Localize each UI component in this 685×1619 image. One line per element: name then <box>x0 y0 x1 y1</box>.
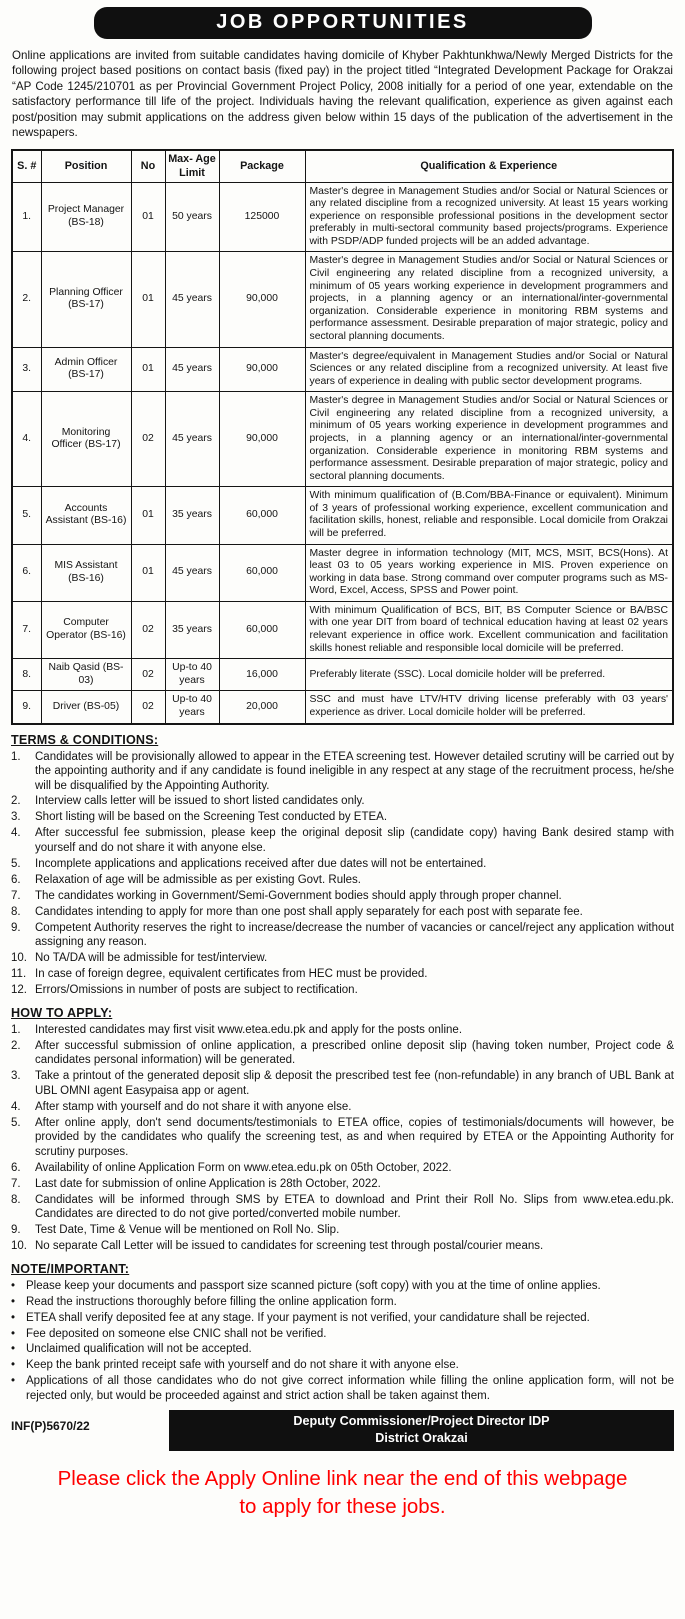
cell-count: 01 <box>131 252 165 347</box>
item-text: Please keep your documents and passport size scanned picture (soft copy) with you at the time of online applies. <box>26 1279 601 1292</box>
item-text: After successful submission of online application, a prescribed online deposit slip (having token number, Project code & candidates personal information) will be generated. <box>35 1039 674 1067</box>
item-text: Competent Authority reserves the right to increase/decrease the number of vacancies or cancel/reject any application without assigning any reason. <box>35 921 674 949</box>
cell-count: 01 <box>131 544 165 601</box>
item-text: Fee deposited on someone else CNIC shall not be verified. <box>26 1327 327 1340</box>
item-text: Interview calls letter will be issued to short listed candidates only. <box>35 795 365 808</box>
terms-list-item <box>11 873 674 887</box>
cell-package: 90,000 <box>219 252 305 347</box>
cell-qualification: Master's degree/equivalent in Management Studies and/or Social or Natural Sciences or any related discipline from a recognized university. At least five years of experience in dealing with public sector development programs. <box>305 347 673 392</box>
item-number: 10. <box>11 1240 27 1253</box>
header-row <box>12 150 673 182</box>
notes-list <box>11 1279 674 1404</box>
cell-qualification: With minimum qualification of (B.Com/BBA-Finance or equivalent). Minimum of 3 years of professional working experience, excellent communication and facilitation skills, honest, reliable and responsible. Local domicile from Orakzai will be preferred. <box>305 487 673 544</box>
item-text: Availability of online Application Form on www.etea.edu.pk on 05th October, 2022. <box>35 1161 452 1174</box>
item-number: 8. <box>11 1193 21 1206</box>
item-text: Candidates intending to apply for more than one post shall apply separately for each post with separate fee. <box>35 905 583 918</box>
item-text: Keep the bank printed receipt safe with yourself and do not share it with anyone else. <box>26 1359 459 1372</box>
terms-list-item <box>11 826 674 855</box>
item-text: Applications of all those candidates who do not give correct information while filling the online application form, will not be rejected only, but would be proceeded against and strict action shall be taken against them. <box>26 1375 674 1402</box>
cell-serial: 2. <box>12 252 41 347</box>
cell-age-limit: 45 years <box>165 392 219 487</box>
terms-list-item <box>11 889 674 903</box>
table-row <box>12 252 673 347</box>
how-to-apply-list-item <box>11 1239 674 1253</box>
cell-position: Monitoring Officer (BS-17) <box>41 392 131 487</box>
cell-count: 01 <box>131 347 165 392</box>
apply-online-note: Please click the Apply Online link near the end of this webpage to apply for these jobs. <box>57 1466 628 1518</box>
bullet-icon: • <box>11 1311 16 1324</box>
item-text: No separate Call Letter will be issued to candidates for screening test through postal/courier means. <box>35 1240 544 1253</box>
item-number: 5. <box>11 1116 21 1129</box>
item-number: 9. <box>11 1224 21 1237</box>
how-to-apply-list-item <box>11 1177 674 1191</box>
bullet-icon: • <box>11 1279 16 1292</box>
cell-count: 02 <box>131 659 165 691</box>
item-text: After stamp with yourself and do not share it with anyone else. <box>35 1100 352 1113</box>
item-number: 5. <box>11 857 21 870</box>
item-number: 6. <box>11 873 21 886</box>
item-text: The candidates working in Government/Semi-Government bodies should apply through proper channel. <box>35 889 562 902</box>
bullet-icon: • <box>11 1343 16 1356</box>
table-row <box>12 659 673 691</box>
item-text: Unclaimed qualification will not be accepted. <box>26 1343 252 1356</box>
cell-count: 02 <box>131 691 165 724</box>
cell-serial: 3. <box>12 347 41 392</box>
cell-serial: 1. <box>12 182 41 252</box>
cell-position: Planning Officer (BS-17) <box>41 252 131 347</box>
terms-list-item <box>11 794 674 808</box>
item-number: 2. <box>11 795 21 808</box>
column-header-count: No <box>131 150 165 182</box>
cell-qualification: SSC and must have LTV/HTV driving license preferably with 03 years' experience as driver. Local domicile holder will be preferred. <box>305 691 673 724</box>
note-list-item <box>11 1327 674 1341</box>
item-text: Errors/Omissions in number of posts are subject to rectification. <box>35 984 358 997</box>
item-text: Candidates will be provisionally allowed to appear in the ETEA screening test. However detailed scrutiny will be carried out by the appointing authority and if any candidate is found ineligible in any respect at any stage of the recruitment process, he/she will be disqualified by the Appointing Authority. <box>35 750 674 792</box>
note-list-item <box>11 1311 674 1325</box>
item-text: In case of foreign degree, equivalent certificates from HEC must be provided. <box>35 968 428 981</box>
table-row <box>12 487 673 544</box>
item-number: 4. <box>11 827 21 840</box>
cell-package: 90,000 <box>219 392 305 487</box>
item-number: 4. <box>11 1100 21 1113</box>
item-number: 7. <box>11 889 21 902</box>
how-to-apply-list-item <box>11 1193 674 1222</box>
cell-package: 60,000 <box>219 544 305 601</box>
cell-position: MIS Assistant (BS-16) <box>41 544 131 601</box>
cell-qualification: Master's degree in Management Studies and/or Social or Natural Sciences or Civil engineering any related discipline from a recognized university, a minimum of 05 years working experience in development programmes and projects, in a planning agency or an international/inter-governmental organization. Considerable experience in monitoring RBM systems and performance assessment. Desirable preparation of major strategic, policy and sectoral planning documents. <box>305 392 673 487</box>
signature-line-1: Deputy Commissioner/Project Director IDP <box>293 1414 550 1429</box>
cell-age-limit: 45 years <box>165 544 219 601</box>
table-row <box>12 182 673 252</box>
jobs-table <box>11 149 674 724</box>
item-number: 11. <box>11 968 27 981</box>
table-row <box>12 601 673 658</box>
item-text: Last date for submission of online Application is 28th October, 2022. <box>35 1177 381 1190</box>
bullet-icon: • <box>11 1375 16 1388</box>
table-row <box>12 347 673 392</box>
item-text: No TA/DA will be admissible for test/interview. <box>35 952 268 965</box>
note-list-item <box>11 1374 674 1403</box>
item-text: Interested candidates may first visit www.etea.edu.pk and apply for the posts online. <box>35 1023 463 1036</box>
terms-list-item <box>11 750 674 793</box>
cell-serial: 8. <box>12 659 41 691</box>
note-list-item <box>11 1358 674 1372</box>
table-row <box>12 544 673 601</box>
how-to-apply-list-item <box>11 1069 674 1098</box>
note-important-heading: NOTE/IMPORTANT: <box>11 1261 130 1276</box>
item-text: Short listing will be based on the Screening Test conducted by ETEA. <box>35 811 388 824</box>
cell-age-limit: 35 years <box>165 601 219 658</box>
how-to-apply-list-item <box>11 1100 674 1114</box>
cell-age-limit: 50 years <box>165 182 219 252</box>
item-text: Candidates will be informed through SMS by ETEA to download and Print their Roll No. Slips from www.etea.edu.pk. Candidates are directed to do not give ported/converted mobile number. <box>35 1193 674 1221</box>
cell-serial: 7. <box>12 601 41 658</box>
cell-qualification: Master's degree in Management Studies and/or Social or Natural Sciences or Civil engineering any related discipline from a recognized university, a minimum of 05 years working experience in development programmers and projects, in a planning agency or an international/inter-governmental organization. Considerable experience in monitoring RBM systems and performance assessment. Desirable preparation of major strategic, policy and sectoral planning documents. <box>305 252 673 347</box>
table-row <box>12 392 673 487</box>
note-list-item <box>11 1295 674 1309</box>
how-to-apply-list-item <box>11 1039 674 1068</box>
cell-age-limit: 35 years <box>165 487 219 544</box>
terms-list-item <box>11 810 674 824</box>
item-number: 8. <box>11 905 21 918</box>
item-number: 12. <box>11 984 27 997</box>
cell-position: Computer Operator (BS-16) <box>41 601 131 658</box>
how-to-apply-list-item <box>11 1161 674 1175</box>
cell-qualification: Master's degree in Management Studies and/or Social or Natural Sciences or any related discipline from a recognized university. At least 15 years working experience on responsible professional positions in the development sector preferably in multi-sectoral community based projects/programs. Experience with PSDP/ADP funded projects will be an added advantage. <box>305 182 673 252</box>
terms-list-item <box>11 983 674 997</box>
terms-heading: TERMS & CONDITIONS: <box>11 732 159 747</box>
page-title: JOB OPPORTUNITIES <box>94 7 592 39</box>
advertisement-reference: INF(P)5670/22 <box>11 1419 90 1434</box>
cell-package: 16,000 <box>219 659 305 691</box>
cell-position: Driver (BS-05) <box>41 691 131 724</box>
item-number: 7. <box>11 1177 21 1190</box>
cell-qualification: Preferably literate (SSC). Local domicile holder will be preferred. <box>305 659 673 691</box>
terms-list-item <box>11 921 674 950</box>
jobs-table-header <box>12 150 673 182</box>
bullet-icon: • <box>11 1295 16 1308</box>
cell-package: 60,000 <box>219 487 305 544</box>
item-text: Read the instructions thoroughly before filling the online application form. <box>26 1295 397 1308</box>
cell-package: 60,000 <box>219 601 305 658</box>
item-number: 3. <box>11 1070 21 1083</box>
cell-age-limit: Up-to 40 years <box>165 659 219 691</box>
item-number: 2. <box>11 1039 21 1052</box>
cell-count: 02 <box>131 601 165 658</box>
item-text: Test Date, Time & Venue will be mentioned on Roll No. Slip. <box>35 1224 340 1237</box>
bullet-icon: • <box>11 1359 16 1372</box>
jobs-table-body <box>12 182 673 723</box>
cell-package: 20,000 <box>219 691 305 724</box>
cell-position: Accounts Assistant (BS-16) <box>41 487 131 544</box>
how-to-apply-heading: HOW TO APPLY: <box>11 1005 113 1020</box>
table-row <box>12 691 673 724</box>
cell-serial: 5. <box>12 487 41 544</box>
terms-list-item <box>11 951 674 965</box>
cell-qualification: With minimum Qualification of BCS, BIT, BS Computer Science or BA/BSC with one year DIT from board of technical education having at least 02 years relevant experience in office work. Excellent communication and facilitation skills honest reliable and responsible local domicile will be preferred. <box>305 601 673 658</box>
cell-age-limit: 45 years <box>165 252 219 347</box>
terms-list <box>11 750 674 998</box>
terms-list-item <box>11 905 674 919</box>
cell-qualification: Master degree in information technology (MIT, MCS, MSIT, BCS(Hons). At least 03 to 05 years working experience in MIS. Proven experience on working in data base. Strong command over computer programs such as MS-Word, Excel, Access, SPSS and Power point. <box>305 544 673 601</box>
item-text: Take a printout of the generated deposit slip & deposit the prescribed test fee (non-refundable) in any branch of UBL Bank at UBL OMNI agent Easypaisa app or agent. <box>35 1070 674 1097</box>
column-header-qualification: Qualification & Experience <box>305 150 673 182</box>
column-header-position: Position <box>41 150 131 182</box>
column-header-package: Package <box>219 150 305 182</box>
footer-row <box>11 1410 674 1450</box>
item-number: 9. <box>11 921 21 934</box>
item-text: After successful fee submission, please keep the original deposit slip (candidate copy) having Bank desired stamp with yourself and do not share it with anyone else. <box>35 827 674 854</box>
column-header-age-limit: Max- Age Limit <box>165 150 219 182</box>
item-number: 6. <box>11 1161 21 1174</box>
cell-position: Project Manager (BS-18) <box>41 182 131 252</box>
bullet-icon: • <box>11 1327 16 1340</box>
how-to-apply-list-item <box>11 1116 674 1159</box>
signature-box <box>169 1410 674 1450</box>
cell-serial: 4. <box>12 392 41 487</box>
item-number: 3. <box>11 811 21 824</box>
cell-age-limit: Up-to 40 years <box>165 691 219 724</box>
cell-position: Naib Qasid (BS-03) <box>41 659 131 691</box>
how-to-apply-list-item <box>11 1223 674 1237</box>
intro-paragraph: Online applications are invited from suitable candidates having domicile of Khyber Pakhtunkhwa/Newly Merged Districts for the following project based positions on contact basis (fixed pay) in the project titled “Integrated Development Package for Orakzai “AP Code 1245/210701 as per Provincial Government Project Policy, 2008 initially for a period of one year, extendable on the satisfactory performance till life of the project. Individuals having the relevant qualification, experience as given against each post/position may submit applications on the address given below within 15 days of the publication of the advertisement in the newspapers. <box>12 49 673 140</box>
item-text: ETEA shall verify deposited fee at any stage. If your payment is not verified, your candidature shall be rejected. <box>26 1311 590 1324</box>
cell-serial: 9. <box>12 691 41 724</box>
item-number: 10. <box>11 952 27 965</box>
cell-serial: 6. <box>12 544 41 601</box>
cell-count: 01 <box>131 487 165 544</box>
cell-package: 125000 <box>219 182 305 252</box>
note-list-item <box>11 1342 674 1356</box>
item-text: Incomplete applications and applications received after due dates will not be entertained. <box>35 857 487 870</box>
cell-position: Admin Officer (BS-17) <box>41 347 131 392</box>
item-number: 1. <box>11 750 21 763</box>
terms-list-item <box>11 967 674 981</box>
cell-count: 02 <box>131 392 165 487</box>
note-list-item <box>11 1279 674 1293</box>
column-header-serial: S. # <box>12 150 41 182</box>
cell-count: 01 <box>131 182 165 252</box>
cell-age-limit: 45 years <box>165 347 219 392</box>
item-text: Relaxation of age will be admissible as per existing Govt. Rules. <box>35 873 361 886</box>
signature-line-2: District Orakzai <box>375 1431 468 1446</box>
how-to-apply-list-item <box>11 1023 674 1037</box>
cell-package: 90,000 <box>219 347 305 392</box>
item-number: 1. <box>11 1023 21 1036</box>
terms-list-item <box>11 857 674 871</box>
how-to-apply-list <box>11 1023 674 1254</box>
item-text: After online apply, don't send documents/testimonials to ETEA office, copies of testimonials/documents will however, be provided by the candidates who qualify the screening test, as and when required by ETEA or the Appointing Authority for scrutiny purposes. <box>35 1116 674 1158</box>
